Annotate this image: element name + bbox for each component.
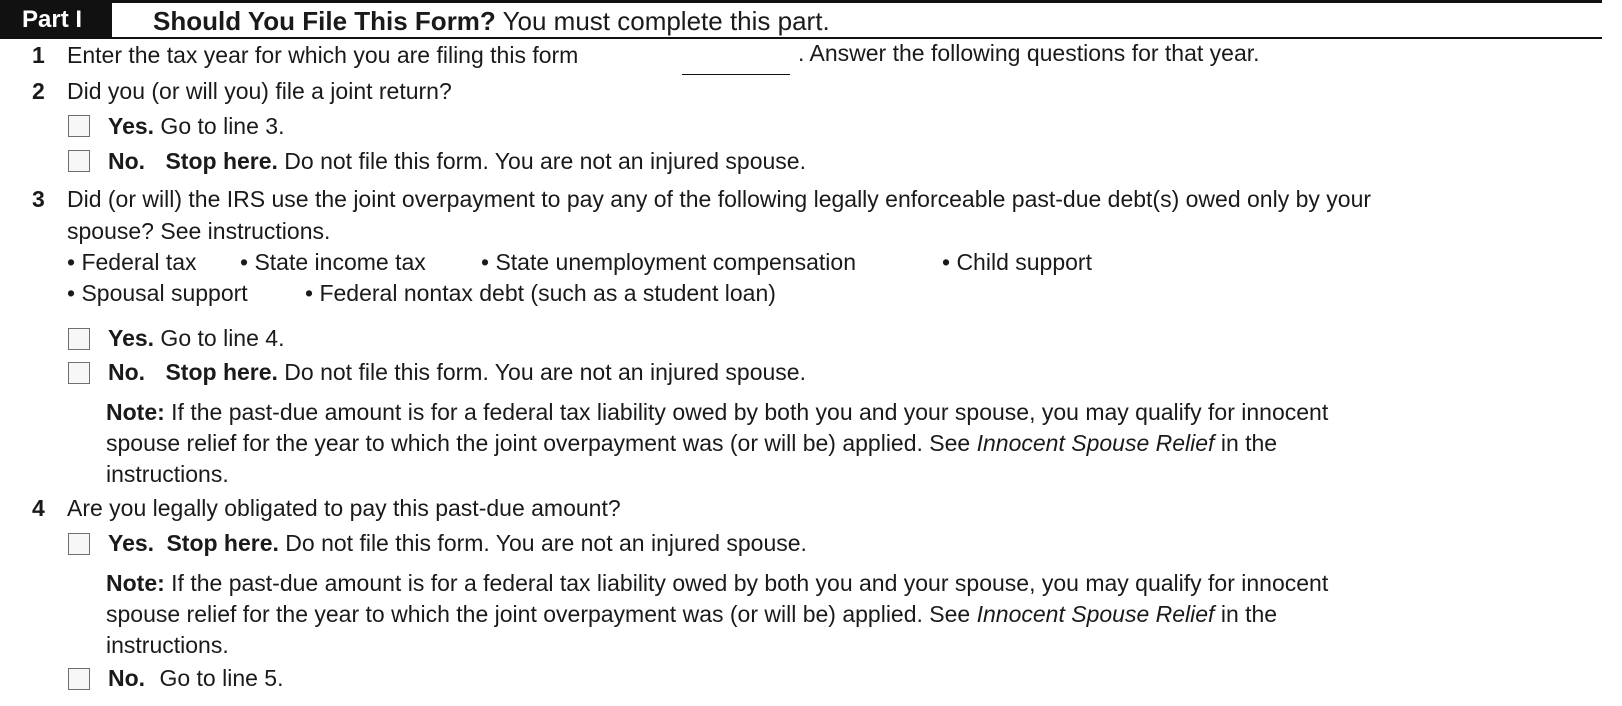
line-2-yes-label: Yes. <box>108 113 155 139</box>
line-4-note-text: spouse relief for the year to which the joint overpayment was (or will be) applied. See <box>106 601 977 627</box>
line-3-yes-option <box>108 324 284 352</box>
line-3-note-italic: Innocent Spouse Relief <box>976 430 1215 456</box>
line-3-note-text: in the <box>1214 430 1278 456</box>
line-4-yes-option <box>108 529 807 557</box>
line-2-no-label: No. <box>108 148 146 174</box>
line-2-yes-checkbox[interactable] <box>68 115 90 137</box>
line-2-question: Did you (or will you) file a joint return? <box>67 78 452 104</box>
line-3-note-text: spouse relief for the year to which the joint overpayment was (or will be) applied. See <box>106 430 977 456</box>
line-1-text: Enter the tax year for which you are filing this form <box>67 42 579 68</box>
line-3-bullet: • Federal nontax debt (such as a student loan) <box>305 280 776 306</box>
line-4-note-line-2 <box>106 600 1277 628</box>
line-4-no-checkbox[interactable] <box>68 668 90 690</box>
line-2-yes-text: Go to line 3. <box>154 113 285 139</box>
line-4-note-label: Note: <box>106 570 165 596</box>
line-1-number: 1 <box>32 42 45 68</box>
tax-year-input[interactable] <box>682 40 790 75</box>
line-4-note-text: If the past-due amount is for a federal tax liability owed by both you and your spouse, you may qualify for innocent <box>164 570 1329 596</box>
line-4-question: Are you legally obligated to pay this past-due amount? <box>67 495 621 521</box>
line-4-stop-here: Stop here. <box>166 530 279 556</box>
line-3-no-checkbox[interactable] <box>68 362 90 384</box>
line-3-yes-label: Yes. <box>108 325 155 351</box>
line-4-no-option <box>108 664 283 692</box>
line-4-no-text: Go to line 5. <box>153 665 284 691</box>
line-1-text-after: . Answer the following questions for that year. <box>798 40 1260 66</box>
line-2-no-text: Do not file this form. You are not an injured spouse. <box>277 148 806 174</box>
line-4-note-line-1 <box>106 569 1328 597</box>
line-3-bullet: • Child support <box>942 249 1092 275</box>
line-4-number: 4 <box>32 495 45 521</box>
line-3-note-text: If the past-due amount is for a federal tax liability owed by both you and your spouse, you may qualify for innocent <box>164 399 1329 425</box>
line-3-number: 3 <box>32 186 45 212</box>
line-3-bullet: • State income tax <box>240 249 426 275</box>
line-3-note-line-3: instructions. <box>106 461 229 487</box>
line-3-yes-checkbox[interactable] <box>68 328 90 350</box>
line-3-question-line-1: Did (or will) the IRS use the joint overpayment to pay any of the following legally enforceable past-due debt(s) owed only by your <box>67 186 1372 212</box>
line-3-no-option <box>108 358 806 386</box>
part-title-rest: You must complete this part. <box>495 6 830 36</box>
line-2-yes-option <box>108 112 284 140</box>
part-title-bold: Should You File This Form? <box>153 6 496 36</box>
line-2-no-option <box>108 147 806 175</box>
line-3-no-label: No. <box>108 359 146 385</box>
line-4-note-line-3: instructions. <box>106 632 229 658</box>
line-3-question-line-2: spouse? See instructions. <box>67 218 331 244</box>
line-2-number: 2 <box>32 78 45 104</box>
line-2-no-checkbox[interactable] <box>68 150 90 172</box>
line-3-note-line-1 <box>106 398 1328 426</box>
line-3-stop-here: Stop here. <box>165 359 278 385</box>
part-label: Part I <box>0 3 112 37</box>
line-3-bullet: • Federal tax <box>67 249 197 275</box>
line-3-note-line-2 <box>106 429 1277 457</box>
part-title <box>153 6 830 36</box>
line-3-note-label: Note: <box>106 399 165 425</box>
line-4-note-italic: Innocent Spouse Relief <box>976 601 1215 627</box>
line-3-no-text: Do not file this form. You are not an injured spouse. <box>277 359 806 385</box>
line-3-bullet: • State unemployment compensation <box>481 249 856 275</box>
line-3-bullet: • Spousal support <box>67 280 248 306</box>
line-4-no-label: No. <box>108 665 146 691</box>
line-4-note-text: in the <box>1214 601 1278 627</box>
line-4-yes-text: Do not file this form. You are not an injured spouse. <box>278 530 807 556</box>
line-4-yes-label: Yes. <box>108 530 155 556</box>
line-3-yes-text: Go to line 4. <box>154 325 285 351</box>
line-4-yes-checkbox[interactable] <box>68 533 90 555</box>
top-rule <box>0 0 1602 3</box>
line-2-stop-here: Stop here. <box>165 148 278 174</box>
